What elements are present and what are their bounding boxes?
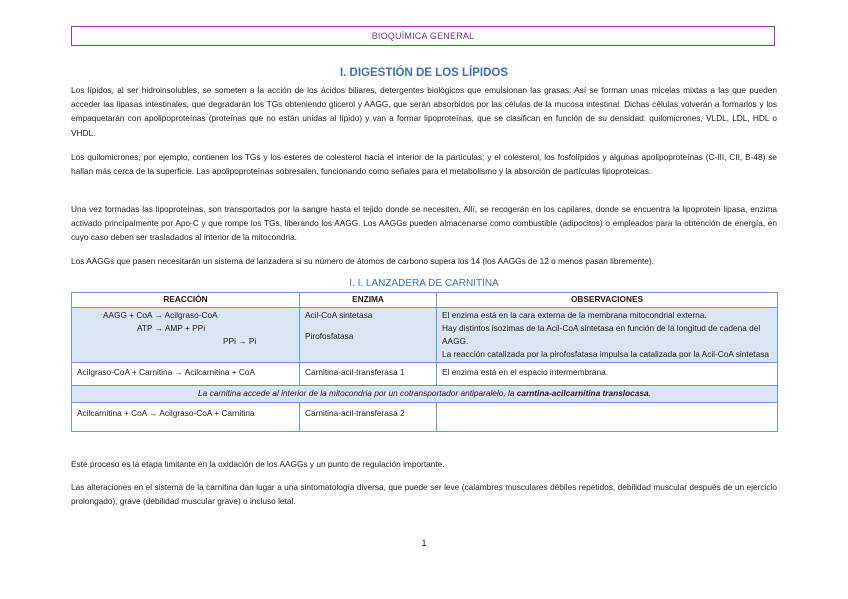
- paragraph-alteraciones: Las alteraciones en el sistema de la carnitina dan lugar a una sintomatología diversa, que puede ser leve (calambres musculares débiles repetidos, debilidad muscular después de un ejercicio prolongado), grave (debilidad muscular grave) o incluso letal.: [71, 482, 777, 507]
- product-text: AMP + PPi: [164, 323, 206, 333]
- enzyme-cell: [300, 308, 437, 363]
- enzyme-cell: Carnitina-acil-transferasa 1: [300, 363, 437, 386]
- subsection-title: I. I. LANZADERA DE CARNITINA: [349, 278, 499, 289]
- paragraph-lipoproteinas: Una vez formadas las lipoproteínas, son transportados por la sangre hasta el tejido donde se necesiten. Allí, se recogerán en los capilares, donde se encuentra la lipoprotein lipasa, enzima activado principalmente por Apo-C y que rompe los TGs, liberando los AAGG. Los AAGGs pueden almacenarse como combustible (adipocitos) o empleados para la obtención de energía, en cuyo caso deben ser trasladados al interior de la mitocondria.: [71, 204, 777, 243]
- paragraph-lanzadera: Los AAGGs que pasen necesitarán un sistema de lanzadera si su número de átomos de carbono supera los 14 (los AAGGs de 12 o menos pasan libremente).: [71, 256, 654, 266]
- header-reaccion: REACCIÓN: [72, 293, 300, 308]
- table-row: [72, 403, 778, 432]
- reactant-text: AAGG + CoA: [103, 310, 153, 320]
- arrow-right-icon: →: [149, 408, 158, 418]
- enzyme-cell: Carnitina-acil-transferasa 2: [300, 403, 437, 432]
- reaction-line: [77, 322, 294, 335]
- observation-cell: [437, 403, 778, 432]
- reactant-text: Acilgraso-CoA + Carnitina: [77, 367, 173, 377]
- observation-cell: [437, 308, 778, 363]
- header-text: BIOQUÍMICA GENERAL: [371, 31, 475, 41]
- carnitine-shuttle-table: [71, 292, 778, 432]
- product-text: Acilcarnitina + CoA: [184, 367, 256, 377]
- table-header-row: [72, 293, 778, 308]
- reaction-cell: [72, 363, 300, 386]
- table-note-row: [72, 386, 778, 403]
- reactant-text: ATP: [137, 323, 153, 333]
- document-header: [71, 26, 775, 46]
- enzyme-name: Pirofosfatasa: [305, 331, 354, 341]
- section-title: I. DIGESTIÓN DE LOS LÍPIDOS: [339, 67, 509, 79]
- enzyme-name: Acil-CoA sintetasa: [305, 310, 373, 320]
- product-text: Pi: [248, 336, 257, 346]
- observation-text: El enzima está en la cara externa de la membrana mitocondrial externa.: [442, 310, 707, 320]
- arrow-right-icon: →: [238, 336, 247, 346]
- translocase-note: [72, 386, 778, 403]
- observation-text: Hay distintos isozimas de la Acil-CoA sintetasa en función de la longitud de cadena del AAGG.: [442, 323, 761, 346]
- observation-cell: El enzima está en el espacio intermembrana.: [437, 363, 778, 386]
- header-observaciones: OBSERVACIONES: [437, 293, 778, 308]
- paragraph-quilomicrones: Los quilomicrones, por ejemplo, contienen los TGs y los ésteres de colesterol hacia el interior de la partículas; y el colesterol, los fosfolípidos y algunas apolipoproteínas (C-III, CII, B-48) se hallan más cerca de la superficie. Las apolipoproteínas sobresalen, funcionando como señales para el metabolismo y la absorción de partículas lipoproteicas.: [71, 152, 777, 177]
- reaction-line: [77, 335, 294, 348]
- reaction-cell: [72, 403, 300, 432]
- reactant-text: Acilcarnitina + CoA: [77, 408, 147, 418]
- arrow-right-icon: →: [174, 367, 183, 377]
- page-number: 1: [421, 538, 427, 548]
- paragraph-limiting-step: Este proceso es la etapa limitante en la oxidación de los AAGGs y un punto de regulación importante.: [71, 459, 445, 469]
- note-bold-text: carntina-acilcarnitina translocasa: [516, 388, 649, 398]
- reactant-text: PPi: [223, 336, 236, 346]
- arrow-right-icon: →: [154, 323, 163, 333]
- note-text: La carnitina accede al interior de la mitocondria por un cotransportador antiparalelo, la: [198, 388, 517, 398]
- product-text: Acilgraso-CoA: [164, 310, 218, 320]
- table-row: [72, 363, 778, 386]
- reaction-line: [77, 309, 294, 322]
- note-end: .: [648, 388, 651, 398]
- observation-text: La reacción catalizada por la pirofosfatasa impulsa la catalizada por la Acil-CoA sintetasa: [442, 349, 769, 359]
- reaction-cell: [72, 308, 300, 363]
- arrow-right-icon: →: [154, 310, 163, 320]
- table-row: [72, 308, 778, 363]
- product-text: Acilgraso-CoA + Carnitina: [159, 408, 255, 418]
- header-enzima: ENZIMA: [300, 293, 437, 308]
- paragraph-digestion: Los lípidos, al ser hidroinsolubles, se someten a la acción de los ácidos biliares, detergentes biológicos que emulsionan las grasas. Así se forman unas micelas mixtas a las que pueden acceder las lipasas intestinales, que degradarán los TGs obteniendo glicerol y AAGG, que serán absorbidos por las células de la mucosa intestinal. Dichas células volverán a formarlos y los empaquetarán con apolipoproteínas (proteínas que no están unidas al lípido) y van a formar lipoproteínas, que se clasifican en función de su densidad: quilomicrones, VLDL, LDL, HDL o VHDL.: [71, 85, 777, 138]
